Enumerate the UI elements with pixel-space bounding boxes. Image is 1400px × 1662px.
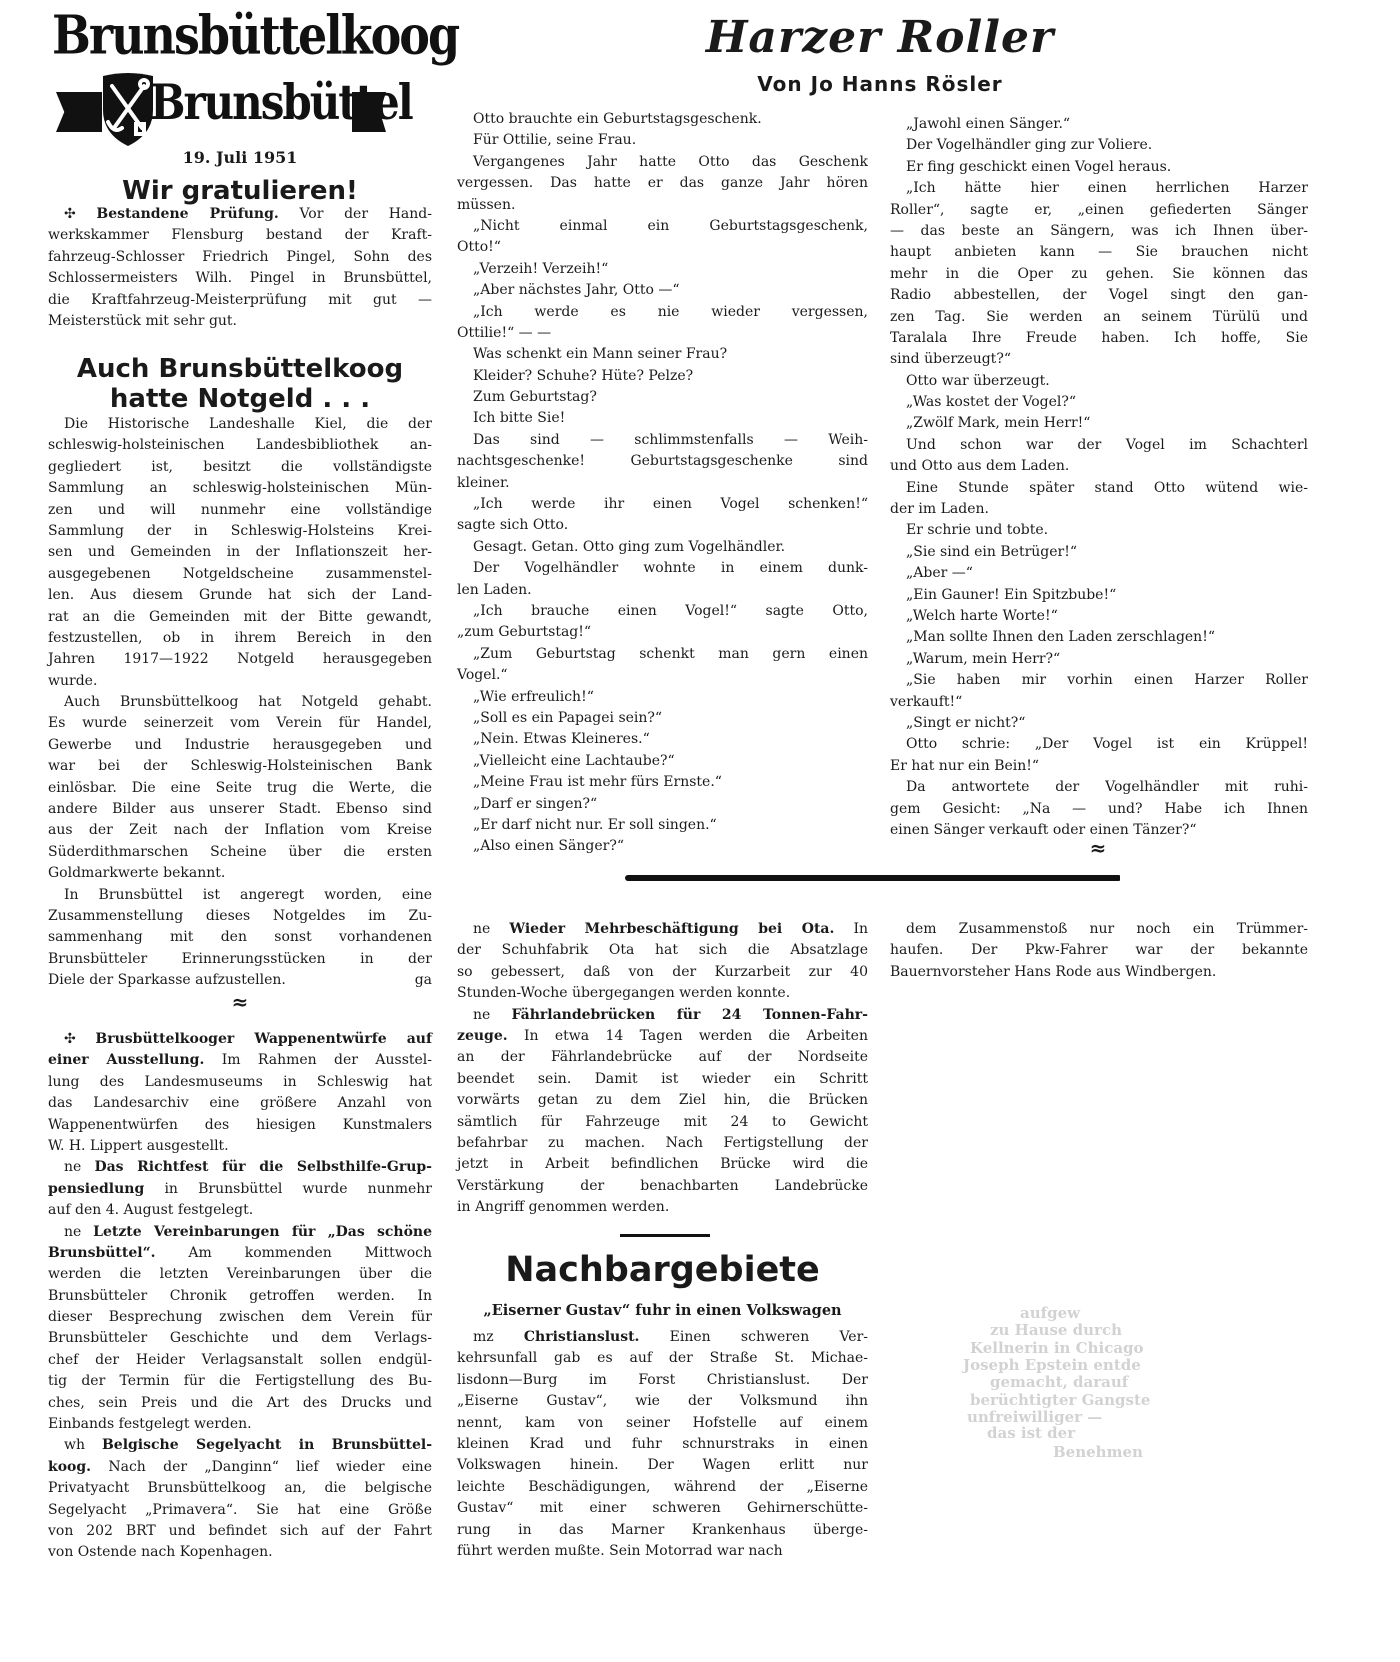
story-byline: Von Jo Hanns Rösler (757, 72, 1003, 96)
text-line: „Eiserne Gustav“, wie der Volksmund ihn (457, 1393, 868, 1410)
heading-notgeld-line2: hatte Notgeld . . . (109, 384, 371, 414)
text-line: „Soll es ein Papagei sein?“ (473, 709, 663, 726)
article-eiserner-gustav-continued (890, 919, 1308, 983)
text-line: Taralala Ihre Freude haben. Ich hoffe, Sie (890, 329, 1308, 346)
text-line: dieser Besprechung zwischen dem Verein für (48, 1309, 432, 1326)
text-line: „Zum Geburtstag schenkt man gern einen (473, 645, 868, 662)
text-line: In Brunsbüttel ist angeregt worden, eine (64, 886, 432, 903)
text-line: Roller“, sagte er, „einen gefiederten Sänger (890, 201, 1308, 218)
line-text: Im Rahmen der Ausstel- (204, 1052, 432, 1069)
ribbon-left (56, 92, 102, 132)
text-line: müssen. (457, 196, 516, 213)
text-line: führt werden mußte. Sein Motorrad war nach (457, 1542, 783, 1559)
text-line: Meisterstück mit sehr gut. (48, 312, 237, 329)
text-line: lung des Landesmuseums in Schleswig hat (48, 1073, 432, 1090)
text-line: aus der Zeit nach der Inflation vom Kreise (48, 822, 432, 839)
text-line: W. H. Lippert ausgestellt. (48, 1137, 229, 1154)
line-content (48, 970, 286, 991)
ornament-icon: ≈ (1089, 836, 1107, 860)
text-line: so gebessert, daß von der Kurzarbeit zur 40 (457, 963, 868, 980)
text-line: „Man sollte Ihnen den Laden zerschlagen!“ (906, 629, 1215, 646)
text-line: das Landesarchiv eine größere Anzahl von (48, 1095, 432, 1112)
text-line: Er hat nur ein Bein!“ (890, 757, 1040, 774)
text-line: Privatyacht Brunsbüttelkoog an, die belgische (48, 1480, 432, 1497)
masthead-subtitle: Brunsbüttel (150, 74, 412, 131)
line-text: In (834, 921, 868, 937)
text-line: len Laden. (457, 581, 532, 598)
text-line: tig der Termin für die Fertigstellung des Bu- (48, 1373, 432, 1390)
text-line: Volkswagen hinein. Der Wagen erlitt nur (457, 1457, 868, 1474)
text-line (48, 1435, 432, 1456)
faded-text: Joseph Epstein entde (963, 1356, 1141, 1374)
text-line (457, 1026, 868, 1047)
text-line: werden die letzten Vereinbarungen über die (48, 1266, 432, 1283)
text-line: Was schenkt ein Mann seiner Frau? (473, 346, 728, 363)
text-line: gem Gesicht: „Na — und? Habe ich Ihnen (890, 800, 1308, 817)
text-line: Auch Brunsbüttelkoog hat Notgeld gehabt. (64, 694, 432, 711)
text-line: „Er darf nicht nur. Er soll singen.“ (473, 816, 717, 833)
text-line: „Zwölf Mark, mein Herr!“ (906, 415, 1091, 432)
text-line: „Aber —“ (906, 565, 973, 582)
text-line: „Was kostet der Vogel?“ (906, 394, 1077, 411)
text-line: zen und will nunmehr eine vollständige (48, 501, 432, 518)
line-text: Diele der Sparkasse aufzustellen. (48, 972, 286, 989)
line-text: Einen schweren Ver- (639, 1329, 868, 1345)
text-line: verkauft!“ (890, 693, 963, 710)
text-line (48, 1243, 432, 1264)
text-line (48, 1222, 432, 1243)
text-line: Süderdithmarschen Scheine über die ersten (48, 843, 432, 860)
faded-text: unfreiwilliger — (967, 1408, 1103, 1426)
text-line: Ich bitte Sie! (473, 410, 566, 427)
text-line: Es wurde seinerzeit vom Verein für Handel, (48, 715, 432, 732)
bold-lead: Das Richtfest für die Selbsthilfe-Grup- (94, 1159, 432, 1176)
text-line: „Ich werde es nie wieder vergessen, (473, 303, 868, 320)
local-news-briefs (48, 1029, 432, 1564)
story-column-2 (890, 114, 1308, 841)
text-line: kleiner. (457, 474, 510, 491)
text-line: „Nein. Etwas Kleineres.“ (473, 731, 650, 748)
text-line: Verstärkung der benachbarten Landebrücke (457, 1177, 868, 1194)
text-line: einlösbar. Die eine Seite trug die Werte, die (48, 779, 432, 796)
text-line: Otto!“ (457, 239, 501, 256)
text-line (48, 970, 432, 991)
text-line: Und schon war der Vogel im Schachterl (906, 436, 1308, 453)
text-line: „Warum, mein Herr?“ (906, 650, 1061, 667)
text-line: Goldmarkwerte bekannt. (48, 865, 226, 882)
text-line: Einbands festgelegt werden. (48, 1416, 252, 1433)
text-line: Otto schrie: „Der Vogel ist ein Krüppel! (906, 736, 1308, 753)
text-line: mehr in die Oper zu gehen. Sie können das (890, 265, 1308, 282)
text-line: sen und Gemeinden in der Inflationszeit her- (48, 544, 432, 561)
text-line: haufen. Der Pkw-Fahrer war der bekannte (890, 942, 1308, 959)
faded-text: Kellnerin in Chicago (970, 1339, 1144, 1357)
text-line: auf den 4. August festgelegt. (48, 1202, 254, 1219)
text-line: Für Ottilie, seine Frau. (473, 132, 637, 149)
text-line (48, 1457, 432, 1478)
text-line: Schlossermeisters Wilh. Pingel in Brunsbüttel, (48, 270, 432, 287)
section-divider (625, 875, 1120, 881)
text-line: Zusammenstellung dieses Notgeldes im Zu- (48, 907, 432, 924)
text-line: „Vielleicht eine Lachtaube?“ (473, 752, 675, 769)
heading-nachbargebiete: Nachbargebiete (505, 1250, 820, 1290)
text-line: Die Historische Landeshalle Kiel, die der (64, 416, 432, 432)
text-line: Gewerbe und Industrie herausgegeben und (48, 736, 432, 753)
text-line: beendet sein. Damit ist wieder ein Schritt (457, 1070, 868, 1087)
text-line: rung in das Marner Krankenhaus überge- (457, 1521, 868, 1538)
author-initials: ga (414, 972, 432, 989)
text-line: „Ein Gauner! Ein Spitzbube!“ (906, 586, 1117, 603)
text-line: leichte Beschädigungen, während der „Eiserne (457, 1478, 868, 1495)
text-line: „Singt er nicht?“ (906, 714, 1026, 731)
text-line: vergessen. Das hatte er das ganze Jahr hören (457, 175, 868, 192)
ornament-icon: ≈ (231, 990, 249, 1014)
text-line: „Wie erfreulich!“ (473, 688, 594, 705)
text-line: chef der Heider Verlagsanstalt sollen endgül- (48, 1351, 432, 1368)
line-text: ✣ (64, 1031, 96, 1047)
text-line: in Angriff genommen werden. (457, 1199, 670, 1216)
text-line: Er schrie und tobte. (906, 522, 1049, 539)
text-line: die Kraftfahrzeug-Meisterprüfung mit gut — (48, 291, 432, 308)
text-line: Jahren 1917—1922 Notgeld herausgegeben (48, 651, 432, 668)
text-line: „Darf er singen?“ (473, 795, 598, 812)
text-line (48, 1029, 432, 1050)
article-notgeld (48, 414, 432, 992)
text-line: sind überzeugt?“ (890, 351, 1011, 368)
subheading-eiserner-gustav: „Eiserner Gustav“ fuhr in einen Volkswagen (483, 1302, 842, 1319)
article-eiserner-gustav (457, 1327, 868, 1562)
text-line: Der Vogelhändler ging zur Voliere. (906, 137, 1153, 154)
text-line: Brunsbütteler Geschichte und dem Verlags- (48, 1330, 432, 1347)
text-line: vorwärts getan zu dem Ziel hin, die Brücken (457, 1092, 868, 1109)
bold-lead: zeuge. (457, 1027, 508, 1044)
text-line: lisdonn—Burg im Forst Christianslust. Der (457, 1371, 868, 1388)
text-line: Otto war überzeugt. (906, 372, 1050, 389)
text-line: „Welch harte Worte!“ (906, 607, 1058, 624)
text-line: Segelyacht „Primavera“. Sie hat eine Größe (48, 1501, 432, 1518)
bold-lead: Bestandene Prüfung. (96, 206, 279, 222)
text-line (48, 204, 432, 225)
text-line (48, 1179, 432, 1200)
text-line: „Aber nächstes Jahr, Otto —“ (473, 282, 680, 299)
text-line: Sammlung an schleswig-holsteinischen Mün- (48, 480, 432, 497)
line-text: Vor der Hand- (278, 206, 432, 222)
bold-lead: Wieder Mehrbeschäftigung bei Ota. (509, 921, 835, 937)
text-line: „Meine Frau ist mehr fürs Ernste.“ (473, 774, 722, 791)
bold-lead: Brunsbüttel“. (48, 1244, 156, 1261)
text-line: wurde. (48, 672, 98, 689)
text-line: Bauernvorsteher Hans Rode aus Windbergen. (890, 963, 1217, 980)
text-line (457, 919, 868, 940)
heading-wir-gratulieren: Wir gratulieren! (122, 176, 358, 206)
news-ota-faehre (457, 919, 868, 1218)
text-line: war bei der Schleswig-Holsteinischen Bank (48, 758, 432, 775)
text-line: „Nicht einmal ein Geburtstagsgeschenk, (473, 217, 868, 234)
text-line: von 202 BRT und befindet sich auf der Fahrt (48, 1522, 432, 1539)
text-line: einen Sänger verkauft oder einen Tänzer?“ (890, 821, 1197, 838)
line-text: mz (473, 1329, 524, 1345)
line-text: ne (473, 921, 510, 937)
text-line: Otto brauchte ein Geburtstagsgeschenk. (473, 111, 762, 127)
text-line: sagte sich Otto. (457, 517, 569, 534)
bold-lead: pensiedlung (48, 1180, 145, 1197)
text-line: Sammlung der in Schleswig-Holsteins Krei- (48, 522, 432, 539)
masthead-title: Brunsbüttelkoog (52, 3, 459, 67)
text-line: schleswig-holsteinischen Landesbibliothek an- (48, 437, 432, 454)
text-line: Ottilie!“ — — (457, 324, 552, 341)
text-line: Das sind — schlimmstenfalls — Weih- (473, 431, 868, 448)
text-line: andere Bilder aus unserer Stadt. Ebenso sind (48, 801, 432, 818)
line-text: wh (64, 1437, 102, 1454)
coat-of-arms-icon (100, 72, 156, 148)
text-line: dem Zusammenstoß nur noch ein Trümmer- (906, 921, 1308, 937)
text-line: fahrzeug-Schlosser Friedrich Pingel, Sohn des (48, 248, 432, 265)
issue-date: 19. Juli 1951 (182, 148, 298, 167)
line-text: ne (64, 1159, 95, 1176)
bold-lead: koog. (48, 1458, 92, 1475)
text-line: „Jawohl einen Sänger.“ (906, 116, 1071, 132)
faded-text: berüchtigter Gangste (970, 1391, 1151, 1409)
text-line: kleinen Krad und fuhr schnurstraks in einen (457, 1435, 868, 1452)
text-line: kehrsunfall gab es auf der Straße St. Michae- (457, 1350, 868, 1367)
line-text: Am kommenden Mittwoch (155, 1244, 432, 1261)
line-text: Nach der „Danginn“ lief wieder eine (91, 1458, 432, 1475)
text-line: sämtlich für Fahrzeuge mit 24 to Gewicht (457, 1113, 868, 1130)
text-line: sammenhang mit den sonst vorhandenen (48, 929, 432, 946)
text-line: Wappenentwürfen des hiesigen Kunstmalers (48, 1116, 432, 1133)
faded-text: aufgew (1020, 1304, 1081, 1322)
faded-text: Benehmen (1053, 1443, 1143, 1461)
text-line: Brunsbütteler Erinnerungsstücken in der (48, 950, 432, 967)
text-line: „Ich brauche einen Vogel!“ sagte Otto, (473, 602, 868, 619)
text-line (48, 1157, 432, 1178)
bold-lead: Brusbüttelkooger Wappenentwürfe auf (95, 1031, 432, 1047)
text-line: nachtsgeschenke! Geburtstagsgeschenke sind (457, 453, 868, 470)
text-line: ausgegebenen Notgeldscheine zusammenstel- (48, 565, 432, 582)
text-line: „Also einen Sänger?“ (473, 838, 624, 855)
story-title: Harzer Roller (705, 12, 1055, 63)
text-line: gegliedert ist, besitzt die vollständigste (48, 458, 432, 475)
text-line: Eine Stunde später stand Otto wütend wie- (906, 479, 1308, 496)
text-line: Stunden-Woche übergegangen werden konnte. (457, 985, 791, 1002)
short-divider (620, 1234, 710, 1237)
text-line: befahrbar zu machen. Nach Fertigstellung der (457, 1134, 868, 1151)
text-line: an der Fährlandebrücke auf der Nordseite (457, 1049, 868, 1066)
heading-notgeld-line1: Auch Brunsbüttelkoog (76, 354, 404, 384)
text-line (48, 1050, 432, 1071)
text-line: Zum Geburtstag? (473, 389, 597, 406)
text-line: der im Laden. (890, 501, 989, 518)
text-line: Der Vogelhändler wohnte in einem dunk- (473, 560, 868, 577)
text-line: „zum Geburtstag!“ (457, 624, 592, 641)
faded-text: zu Hause durch (990, 1321, 1122, 1339)
text-line: Vergangenes Jahr hatte Otto das Geschenk (473, 153, 868, 170)
text-line: Gesagt. Getan. Otto ging zum Vogelhändler. (473, 538, 786, 555)
line-text: ✣ (64, 206, 97, 222)
text-line: ches, sein Preis und die Art des Drucks und (48, 1394, 432, 1411)
text-line: festzustellen, ob in ihrem Bereich in den (48, 629, 432, 646)
text-line: nennt, kam von seiner Hofstelle auf einem (457, 1414, 868, 1431)
faded-text: gemacht, darauf (990, 1373, 1129, 1391)
line-text: In etwa 14 Tagen werden die Arbeiten (507, 1027, 868, 1044)
text-line: Radio abbestellen, der Vogel singt den gan- (890, 287, 1308, 304)
text-line: Brunsbütteler Chronik getroffen werden. In (48, 1287, 432, 1304)
bold-lead: Belgische Segelyacht in Brunsbüttel- (101, 1437, 433, 1454)
text-line: „Sie sind ein Betrüger!“ (906, 543, 1078, 560)
text-line: „Ich werde ihr einen Vogel schenken!“ (473, 496, 868, 513)
text-line (457, 1005, 868, 1026)
text-line: „Sie haben mir vorhin einen Harzer Roller (906, 672, 1308, 689)
text-line: haupt anbieten kann — Sie brauchen nicht (890, 244, 1308, 261)
text-line: Er fing geschickt einen Vogel heraus. (906, 158, 1172, 175)
text-line: zen Tag. Sie werden an seinem Türülü und (890, 308, 1308, 325)
text-line: Da antwortete der Vogelhändler mit ruhi- (906, 779, 1308, 796)
text-line: und Otto aus dem Laden. (890, 458, 1070, 475)
text-line: von Ostende nach Kopenhagen. (48, 1544, 273, 1561)
article-pruefung (48, 204, 432, 332)
text-line: — das beste an Sängern, was ich Ihnen über- (890, 222, 1308, 239)
bold-lead: Letzte Vereinbarungen für „Das schöne (93, 1223, 432, 1240)
text-line (457, 1327, 868, 1348)
text-line: len. Aus diesem Grunde hat sich der Land- (48, 587, 432, 604)
text-line: jetzt in Arbeit befindlichen Brücke wird die (457, 1156, 868, 1173)
text-line: der Schuhfabrik Ota hat sich die Absatzlage (457, 942, 868, 959)
story-column-1 (457, 109, 868, 858)
bold-lead: Christianslust. (523, 1329, 640, 1345)
bold-lead: Fährlandebrücken für 24 Tonnen-Fahr- (511, 1006, 868, 1023)
text-line: Kleider? Schuhe? Hüte? Pelze? (473, 367, 694, 384)
faded-text: das ist der (987, 1424, 1076, 1442)
text-line: Vogel.“ (457, 667, 508, 684)
bold-lead: einer Ausstellung. (48, 1052, 205, 1069)
text-line: „Ich hätte hier einen herrlichen Harzer (906, 180, 1308, 197)
line-text: in Brunsbüttel wurde nunmehr (144, 1180, 432, 1197)
text-line: werkskammer Flensburg bestand der Kraft- (48, 227, 432, 244)
line-text: ne (64, 1223, 94, 1240)
text-line: rat an die Gemeinden mit der Bitte gewandt, (48, 608, 432, 625)
line-text: ne (473, 1006, 512, 1023)
text-line: Gustav“ mit einer schweren Gehirnerschütte- (457, 1500, 868, 1517)
text-line: „Verzeih! Verzeih!“ (473, 260, 609, 277)
